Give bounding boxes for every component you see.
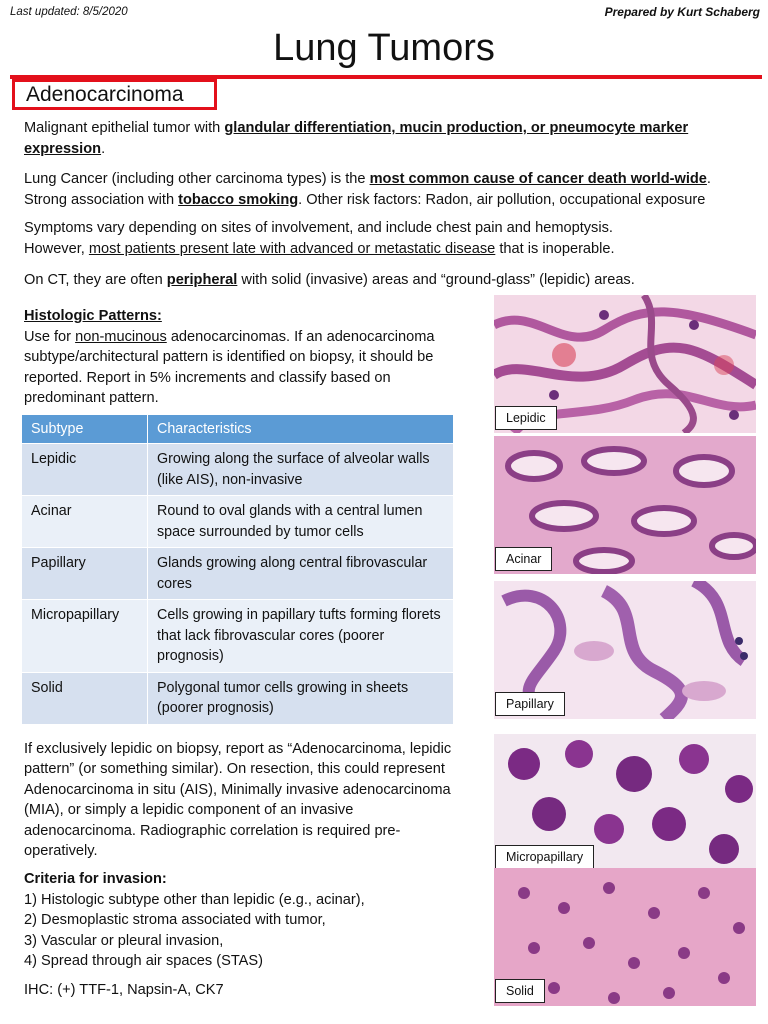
text-span: adenocarcinomas. If an adenocarcinoma subtype/architectural pattern is identified on biopsy, it should be reported. Report in 5% increments and classify based on predominant pattern.: [24, 328, 435, 406]
acinar-micrograph: [494, 436, 756, 574]
text-span: However,: [24, 240, 89, 257]
characteristics-cell: Polygonal tumor cells growing in sheets (poorer prognosis): [148, 672, 454, 724]
histologic-description: [24, 327, 454, 409]
lepidic-biopsy-note: If exclusively lepidic on biopsy, report as “Adenocarcinoma, lepidic pattern” (or something similar). On resection, this could represent Adenocarcinoma in situ (AIS), Minimally invasive adenocarcinoma (MIA), or simply a lepidic component of an invasive adenocarcinoma. Radiographic correlation is required pre-operatively.: [24, 741, 452, 860]
characteristics-cell: Round to oval glands with a central lumen space surrounded by tumor cells: [148, 496, 454, 548]
histologic-heading: Histologic Patterns:: [24, 308, 162, 324]
intro-paragraph-4: [24, 270, 759, 291]
intro-paragraph-1: [24, 118, 759, 159]
table-row: [22, 672, 454, 724]
intro-paragraph-3: [24, 218, 759, 259]
papillary-micrograph: [494, 581, 756, 719]
criteria-heading: Criteria for invasion:: [24, 871, 167, 887]
subtype-cell: Papillary: [22, 548, 148, 600]
characteristics-cell: Glands growing along central fibrovascular cores: [148, 548, 454, 600]
list-item: 4) Spread through air spaces (STAS): [24, 953, 264, 969]
table-row: [22, 548, 454, 600]
text-span: Strong association with: [24, 191, 179, 208]
subtype-cell: Solid: [22, 672, 148, 724]
emphasis-span: tobacco smoking: [178, 191, 299, 208]
list-item: 2) Desmoplastic stroma associated with tumor,: [24, 912, 326, 928]
histologic-patterns-block: [24, 306, 454, 409]
table-row: [22, 444, 454, 496]
characteristics-cell: Cells growing in papillary tufts forming florets that lack fibrovascular cores (poorer prognosis): [148, 600, 454, 673]
image-label: Papillary: [495, 692, 565, 716]
subtype-cell: Acinar: [22, 496, 148, 548]
image-label: Micropapillary: [495, 845, 594, 869]
subtype-table: [21, 414, 454, 725]
image-label: Acinar: [495, 547, 552, 571]
text-span: with solid (invasive) areas and “ground-glass” (lepidic) areas.: [237, 272, 635, 288]
emphasis-span: glandular differentiation, mucin production, or pneumocyte marker expression: [24, 120, 689, 157]
intro-paragraph-2: [24, 169, 759, 210]
section-title: Adenocarcinoma: [26, 83, 184, 106]
text-span: Use for: [24, 328, 76, 345]
last-updated-text: Last updated: 8/5/2020: [10, 6, 128, 18]
image-label: Lepidic: [495, 406, 557, 430]
text-span: On CT, they are often: [24, 272, 167, 288]
text-span: . Other risk factors: Radon, air pollution, occupational exposure: [298, 191, 706, 208]
text-span: .: [101, 140, 106, 157]
emphasis-span: peripheral: [166, 272, 238, 288]
column-header-characteristics: Characteristics: [148, 415, 454, 444]
underlined-span: most patients present late with advanced or metastatic disease: [88, 240, 496, 257]
table-row: [22, 600, 454, 673]
text-span: Symptoms vary depending on sites of involvement, and include chest pain and hemoptysis.: [24, 220, 613, 236]
table-header-row: [22, 415, 454, 444]
micropapillary-micrograph: [494, 734, 756, 872]
ihc-line: IHC: (+) TTF-1, Napsin-A, CK7: [24, 982, 224, 998]
page-title: Lung Tumors: [273, 27, 495, 69]
table-row: [22, 496, 454, 548]
author-credit: Prepared by Kurt Schaberg: [604, 5, 760, 19]
list-item: 3) Vascular or pleural invasion,: [24, 932, 224, 949]
invasion-criteria-block: [24, 869, 469, 972]
underlined-span: non-mucinous: [75, 328, 167, 345]
text-span: that is inoperable.: [495, 240, 615, 257]
characteristics-cell: Growing along the surface of alveolar walls (like AIS), non-invasive: [148, 444, 454, 496]
text-span: Malignant epithelial tumor with: [24, 120, 225, 136]
subtype-cell: Micropapillary: [22, 600, 148, 673]
column-header-subtype: Subtype: [22, 415, 148, 444]
lepidic-micrograph: [494, 295, 756, 433]
image-label: Solid: [495, 979, 545, 1003]
text-span: .: [706, 171, 711, 187]
list-item: 1) Histologic subtype other than lepidic (e.g., acinar),: [24, 891, 365, 908]
text-span: Lung Cancer (including other carcinoma types) is the: [24, 171, 370, 187]
emphasis-span: most common cause of cancer death world-wide: [369, 171, 707, 187]
subtype-cell: Lepidic: [22, 444, 148, 496]
solid-micrograph: [494, 868, 756, 1006]
